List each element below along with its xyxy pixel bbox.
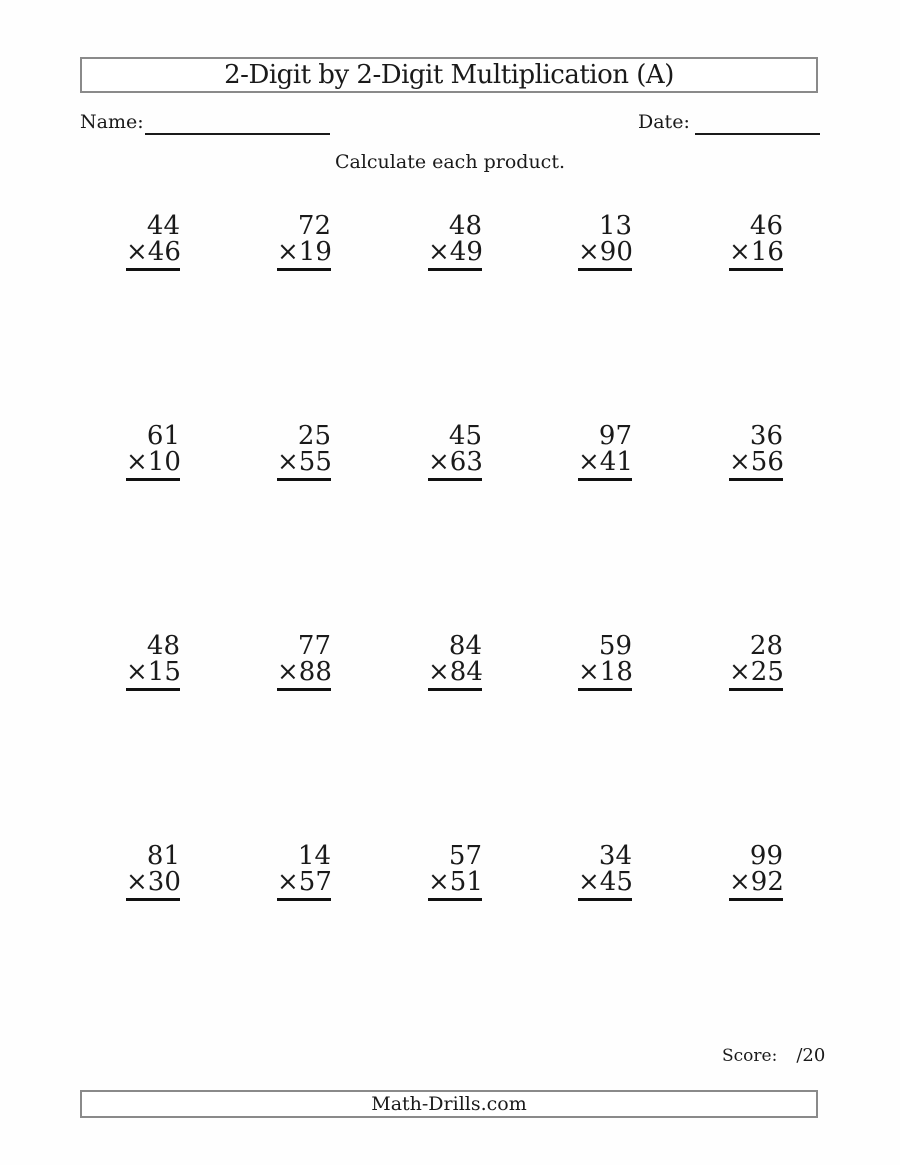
bottom-operand-row	[729, 449, 783, 481]
top-operand: 34	[598, 841, 632, 871]
problem-20	[729, 843, 783, 945]
bottom-operand: 10	[147, 447, 181, 477]
problem-19	[578, 843, 632, 945]
problem-1	[126, 213, 180, 315]
bottom-operand-row	[729, 659, 783, 691]
bottom-operand-row	[428, 239, 482, 271]
bottom-operand: 55	[298, 447, 332, 477]
multiply-sign: ×	[578, 237, 600, 267]
multiply-sign: ×	[578, 867, 600, 897]
problem-5	[729, 213, 783, 315]
problem-14	[578, 633, 632, 735]
bottom-operand: 16	[750, 237, 784, 267]
bottom-operand-row	[126, 239, 180, 271]
multiply-sign: ×	[428, 237, 450, 267]
top-operand: 59	[598, 631, 632, 661]
top-operand: 13	[598, 211, 632, 241]
multiply-sign: ×	[277, 237, 299, 267]
multiply-sign: ×	[126, 867, 148, 897]
top-operand: 57	[448, 841, 482, 871]
top-operand: 45	[448, 421, 482, 451]
problem-7	[277, 423, 331, 525]
bottom-operand-row	[729, 869, 783, 901]
bottom-operand: 92	[750, 867, 784, 897]
top-operand: 46	[749, 211, 783, 241]
bottom-operand: 19	[298, 237, 332, 267]
bottom-operand: 49	[449, 237, 483, 267]
answer-space[interactable]	[578, 271, 632, 315]
answer-space[interactable]	[578, 481, 632, 525]
problem-13	[428, 633, 482, 735]
answer-space[interactable]	[277, 481, 331, 525]
top-operand: 84	[448, 631, 482, 661]
multiply-sign: ×	[428, 657, 450, 687]
bottom-operand: 51	[449, 867, 483, 897]
answer-space[interactable]	[729, 901, 783, 945]
top-operand: 72	[297, 211, 331, 241]
answer-space[interactable]	[277, 901, 331, 945]
bottom-operand-row	[277, 239, 331, 271]
answer-space[interactable]	[277, 691, 331, 735]
score-row	[722, 1045, 825, 1066]
problem-18	[428, 843, 482, 945]
multiply-sign: ×	[126, 237, 148, 267]
top-operand: 14	[297, 841, 331, 871]
problem-3	[428, 213, 482, 315]
bottom-operand: 56	[750, 447, 784, 477]
problem-15	[729, 633, 783, 735]
answer-space[interactable]	[729, 481, 783, 525]
answer-space[interactable]	[428, 271, 482, 315]
multiply-sign: ×	[277, 657, 299, 687]
problem-10	[729, 423, 783, 525]
problem-16	[126, 843, 180, 945]
answer-space[interactable]	[729, 271, 783, 315]
multiply-sign: ×	[729, 237, 751, 267]
bottom-operand: 84	[449, 657, 483, 687]
bottom-operand-row	[578, 449, 632, 481]
bottom-operand-row	[277, 449, 331, 481]
problem-12	[277, 633, 331, 735]
bottom-operand: 46	[147, 237, 181, 267]
answer-space[interactable]	[729, 691, 783, 735]
multiply-sign: ×	[277, 447, 299, 477]
bottom-operand: 90	[599, 237, 633, 267]
bottom-operand: 88	[298, 657, 332, 687]
bottom-operand: 57	[298, 867, 332, 897]
page-title: 2-Digit by 2-Digit Multiplication (A)	[224, 60, 674, 90]
problem-8	[428, 423, 482, 525]
problem-2	[277, 213, 331, 315]
multiply-sign: ×	[578, 447, 600, 477]
top-operand: 61	[146, 421, 180, 451]
multiply-sign: ×	[729, 447, 751, 477]
bottom-operand-row	[428, 659, 482, 691]
score-label: Score:	[722, 1046, 778, 1066]
bottom-operand-row	[578, 869, 632, 901]
bottom-operand-row	[277, 659, 331, 691]
answer-space[interactable]	[277, 271, 331, 315]
multiply-sign: ×	[277, 867, 299, 897]
bottom-operand-row	[126, 449, 180, 481]
top-operand: 28	[749, 631, 783, 661]
top-operand: 48	[146, 631, 180, 661]
bottom-operand: 15	[147, 657, 181, 687]
answer-space[interactable]	[578, 901, 632, 945]
score-value[interactable]: /20	[796, 1045, 826, 1066]
answer-space[interactable]	[578, 691, 632, 735]
top-operand: 48	[448, 211, 482, 241]
bottom-operand: 18	[599, 657, 633, 687]
top-operand: 25	[297, 421, 331, 451]
problem-4	[578, 213, 632, 315]
multiply-sign: ×	[729, 867, 751, 897]
footer-brand: Math-Drills.com	[371, 1093, 527, 1115]
answer-space[interactable]	[428, 901, 482, 945]
bottom-operand-row	[729, 239, 783, 271]
multiply-sign: ×	[428, 447, 450, 477]
bottom-operand: 41	[599, 447, 633, 477]
bottom-operand: 63	[449, 447, 483, 477]
top-operand: 97	[598, 421, 632, 451]
problem-11	[126, 633, 180, 735]
answer-space[interactable]	[126, 271, 180, 315]
top-operand: 36	[749, 421, 783, 451]
problem-9	[578, 423, 632, 525]
bottom-operand-row	[126, 659, 180, 691]
multiply-sign: ×	[126, 657, 148, 687]
bottom-operand-row	[428, 869, 482, 901]
bottom-operand-row	[578, 659, 632, 691]
problem-6	[126, 423, 180, 525]
bottom-operand-row	[578, 239, 632, 271]
bottom-operand: 25	[750, 657, 784, 687]
bottom-operand-row	[428, 449, 482, 481]
top-operand: 77	[297, 631, 331, 661]
answer-space[interactable]	[428, 691, 482, 735]
bottom-operand: 30	[147, 867, 181, 897]
answer-space[interactable]	[126, 481, 180, 525]
answer-space[interactable]	[126, 691, 180, 735]
multiply-sign: ×	[428, 867, 450, 897]
bottom-operand: 45	[599, 867, 633, 897]
date-label: Date:	[638, 111, 690, 133]
multiply-sign: ×	[729, 657, 751, 687]
top-operand: 81	[146, 841, 180, 871]
answer-space[interactable]	[428, 481, 482, 525]
answer-space[interactable]	[126, 901, 180, 945]
bottom-operand-row	[277, 869, 331, 901]
top-operand: 44	[146, 211, 180, 241]
top-operand: 99	[749, 841, 783, 871]
instruction-text: Calculate each product.	[334, 151, 566, 173]
footer-box	[80, 1090, 818, 1118]
name-label: Name:	[80, 111, 144, 133]
problem-17	[277, 843, 331, 945]
multiply-sign: ×	[126, 447, 148, 477]
multiply-sign: ×	[578, 657, 600, 687]
bottom-operand-row	[126, 869, 180, 901]
